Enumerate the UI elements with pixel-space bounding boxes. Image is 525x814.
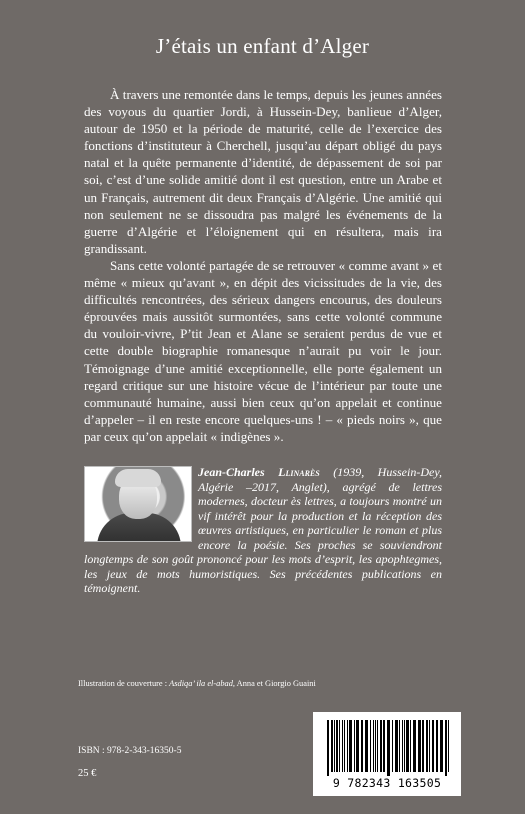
barcode-bar xyxy=(377,720,378,772)
barcode-bar xyxy=(429,720,430,772)
credit-artists: , Anna et Giorgio Guaini xyxy=(232,679,316,688)
barcode-bar xyxy=(418,720,421,772)
barcode-bar xyxy=(365,720,368,772)
barcode-bar xyxy=(402,720,403,772)
blurb-paragraph-1: À travers une remontée dans le temps, depuis les jeunes années des voyous du quartier Jordi, à Hussein-Dey, banlieue d’Alger, autour de 1950 et la période de maturité, celle de l’exercice des fonctions d’instituteur à Cherchell, jusqu’au départ obligé du pays natal et la quête permanente d’identité, de dépassement de soi par soi, c’est d’une solide amitié dont il est question, entre un Arabe et un Français, autrement dit deux Français d’Algérie. Une amitié qui non seulement ne se dissoudra pas malgré les événements de la guerre d’Algérie et l’éloignement qui en résultera, mais ira grandissant. xyxy=(84,87,442,256)
blurb-paragraph-2: Sans cette volonté partagée de se retrouver « comme avant » et même « mieux qu’avant », en dépit des vicissitudes de la vie, des difficultés rencontrées, des sérieux dangers encourus, des douleurs éprouvées mais aussitôt surmontées, sans cette volonté commune du vouloir-vivre, P’tit Jean et Alane se seraient perdus de vue et cette double biographie romanesque n’aurait pu voir le jour. Témoignage d’une amitié exceptionnelle, elle porte également un regard critique sur une histoire vécue de l’intérieur par toute une communauté humaine, aussi bien ceux qu’on appelait et continue d’appeler – il en reste encore quelques-uns ! – « pieds noirs », que par ceux qu’on appelait « indigènes ». xyxy=(84,257,442,444)
barcode-bar xyxy=(370,720,371,772)
barcode-bars xyxy=(313,712,461,778)
barcode-bar xyxy=(375,720,376,772)
barcode-bar xyxy=(410,720,411,772)
barcode-bar xyxy=(327,720,329,776)
barcode-bar xyxy=(373,720,374,772)
price: 25 € xyxy=(78,768,97,779)
barcode-bar xyxy=(354,720,355,772)
author-last-name: Llinarès xyxy=(278,465,320,479)
barcode-bar xyxy=(331,720,333,772)
barcode-bar xyxy=(347,720,348,772)
barcode-bar xyxy=(342,720,343,772)
barcode-bar xyxy=(432,720,434,772)
credit-prefix: Illustration de couverture : xyxy=(78,679,170,688)
barcode-bar xyxy=(336,720,338,772)
barcode-bar xyxy=(448,720,449,772)
cover-illustration-credit xyxy=(78,679,478,688)
photo-spacer xyxy=(84,465,198,539)
book-title: J’étais un enfant d’Alger xyxy=(155,34,370,58)
barcode-bar xyxy=(349,720,352,772)
barcode-bar xyxy=(399,720,400,772)
barcode-bar xyxy=(392,720,393,772)
back-cover-blurb xyxy=(84,86,442,445)
barcode-bar xyxy=(413,720,416,772)
barcode-bar xyxy=(383,720,385,772)
barcode-bar xyxy=(361,720,363,772)
barcode-bar xyxy=(380,720,382,772)
barcode-bar xyxy=(440,720,443,772)
barcode xyxy=(313,712,461,796)
barcode-bar xyxy=(395,720,398,772)
barcode-bar xyxy=(404,720,405,772)
credit-artwork-title: Asdiqa’ ila el-abad xyxy=(169,679,233,688)
barcode-bar xyxy=(406,720,409,772)
barcode-bar xyxy=(445,720,447,776)
isbn-number: ISBN : 978-2-343-16350-5 xyxy=(78,746,182,756)
barcode-bar xyxy=(339,720,340,772)
barcode-bar xyxy=(334,720,335,772)
author-bio xyxy=(84,465,442,596)
barcode-bar xyxy=(422,720,424,772)
barcode-bar xyxy=(356,720,359,772)
author-bio-text: (1939, Hussein-Dey, Algérie –2017, Anglet), agrégé de lettres modernes, docteur ès lettres, a toujours montré un vif intérêt pour la production et la réception des œuvres artistiques, en particulier le roman et plus encore la poésie. Ses proches se souviendront longtemps de son goût prononcé pour les mots d’esprit, les apophtegmes, les jeux de mots humoristiques. Ses précédentes publications en témoignent. xyxy=(84,465,442,595)
author-first-name: Jean-Charles xyxy=(198,465,265,479)
barcode-bar xyxy=(344,720,345,772)
barcode-digits: 9 782343 163505 xyxy=(332,776,442,790)
barcode-bar xyxy=(436,720,438,772)
barcode-bar xyxy=(426,720,428,772)
barcode-bar xyxy=(387,720,390,776)
